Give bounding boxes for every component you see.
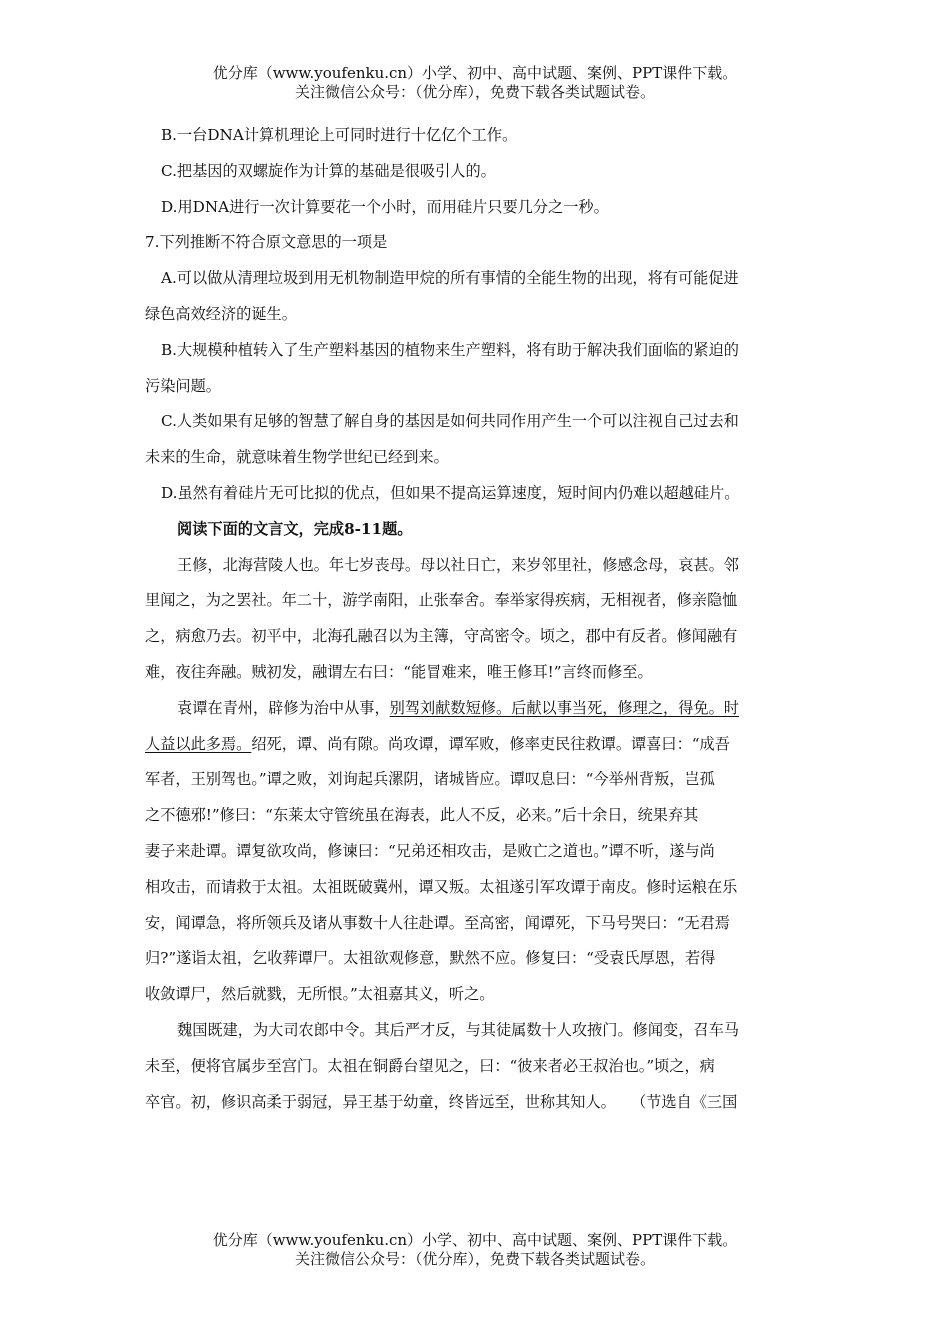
passage-p2-line-5: 妻子来赴谭。谭复欲攻尚，修谏曰：“兄弟还相攻击，是败亡之道也。”谭不听，遂与尚 — [145, 841, 715, 860]
q7-option-d: D.虽然有着硅片无可比拟的优点，但如果不提高运算速度，短时间内仍难以超越硅片。 — [161, 483, 740, 502]
passage-p1-line-3: 之，病愈乃去。初平中，北海孔融召以为主簿，守高密令。顷之，郡中有反者。修闻融有 — [145, 627, 738, 646]
header-line-1: 优分库（www.youfenku.cn）小学、初中、高中试题、案例、PPT课件下载。 — [212, 64, 738, 82]
passage-underlined-sentence-part-1: 别驾刘献数短修。后献以事当死，修理之，得免。时 — [389, 698, 739, 717]
passage-p2-line-6: 相攻击，而请救于太祖。太祖既破冀州，谭又叛。太祖遂引军攻谭于南皮。修时运粮在乐 — [145, 877, 738, 896]
passage-p2-line-4: 之不德邪!”修曰：“东莱太守管统虽在海表，此人不反，必来。”后十余日，统果弃其 — [145, 806, 699, 825]
passage-p2-line-2 — [145, 727, 805, 763]
q7-option-a-line-1: A.可以做从清理垃圾到用无机物制造甲烷的所有事情的全能生物的出现，将有可能促进 — [161, 269, 739, 288]
passage-p2-line-7: 安，闻谭急，将所领兵及诸从事数十人往赴谭。至高密，闻谭死，下马号哭曰：“无君焉 — [145, 913, 730, 932]
section-instruction: 阅读下面的文言文，完成8-11题。 — [177, 519, 413, 538]
passage-p1-line-2: 里闻之，为之罢社。年二十，游学南阳，止张奉舍。奉举家得疾病，无相视者，修亲隐恤 — [145, 591, 738, 610]
page-footer — [0, 1231, 950, 1269]
passage-p2-line-1 — [145, 691, 805, 727]
q7-option-c-line-2: 未来的生命，就意味着生物学世纪已经到来。 — [145, 448, 449, 467]
page-header — [0, 64, 950, 102]
q7-option-b-line-1: B.大规模种植转入了生产塑料基因的植物来生产塑料，将有助于解决我们面临的紧迫的 — [161, 340, 739, 359]
q6-option-b: B.一台DNA计算机理论上可同时进行十亿亿个工作。 — [161, 126, 518, 144]
passage-p2-line-1-plain: 袁谭在青州，辟修为治中从事， — [177, 698, 390, 717]
document-body — [145, 118, 805, 1120]
q6-option-c: C.把基因的双螺旋作为计算的基础是很吸引人的。 — [161, 161, 496, 180]
q7-option-a-line-2: 绿色高效经济的诞生。 — [145, 304, 297, 323]
passage-p3-line-3: 卒官。初，修识高柔于弱冠，异王基于幼童，终皆远至，世称其知人。 （节选自《三国 — [145, 1092, 738, 1111]
footer-line-2: 关注微信公众号：（优分库），免费下载各类试题试卷。 — [294, 1250, 655, 1268]
q6-option-d: D.用DNA进行一次计算要花一个小时，而用硅片只要几分之一秒。 — [161, 197, 609, 216]
q7-option-b-line-2: 污染问题。 — [145, 376, 221, 395]
passage-p1-line-1: 王修，北海营陵人也。年七岁丧母。母以社日亡，来岁邻里社，修感念母，哀甚。邻 — [177, 555, 739, 574]
passage-p2-line-8: 归?”遂诣太祖，乞收葬谭尸。太祖欲观修意，默然不应。修复曰：“受袁氏厚恩，若得 — [145, 949, 716, 968]
header-line-2: 关注微信公众号：（优分库），免费下载各类试题试卷。 — [294, 83, 655, 101]
passage-p2-line-2-plain: 绍死，谭、尚有隙。尚攻谭，谭军败，修率吏民往救谭。谭喜曰：“成吾 — [251, 734, 730, 753]
footer-line-1: 优分库（www.youfenku.cn）小学、初中、高中试题、案例、PPT课件下载。 — [212, 1231, 738, 1249]
q7-stem: 7.下列推断不符合原文意思的一项是 — [145, 233, 388, 252]
passage-p2-line-9: 收敛谭尸，然后就戮，无所恨。”太祖嘉其义，听之。 — [145, 985, 495, 1004]
passage-p2-line-3: 军者，王别驾也。”谭之败，刘询起兵漯阴，诸城皆应。谭叹息曰：“今举州背叛，岂孤 — [145, 770, 715, 789]
passage-underlined-sentence-part-2: 人益以此多焉。 — [145, 734, 252, 753]
passage-p3-line-2: 未至，便将官属步至宫门。太祖在铜爵台望见之，曰：“彼来者必王叔治也。”顷之，病 — [145, 1056, 715, 1075]
passage-p1-line-4: 难，夜往奔融。贼初发，融谓左右曰：“能冒难来，唯王修耳!”言终而修至。 — [145, 662, 653, 681]
q7-option-c-line-1: C.人类如果有足够的智慧了解自身的基因是如何共同作用产生一个可以注视自己过去和 — [161, 412, 739, 431]
passage-p3-line-1: 魏国既建，为大司农郎中令。其后严才反，与其徒属数十人攻掖门。修闻变，召车马 — [177, 1020, 739, 1039]
